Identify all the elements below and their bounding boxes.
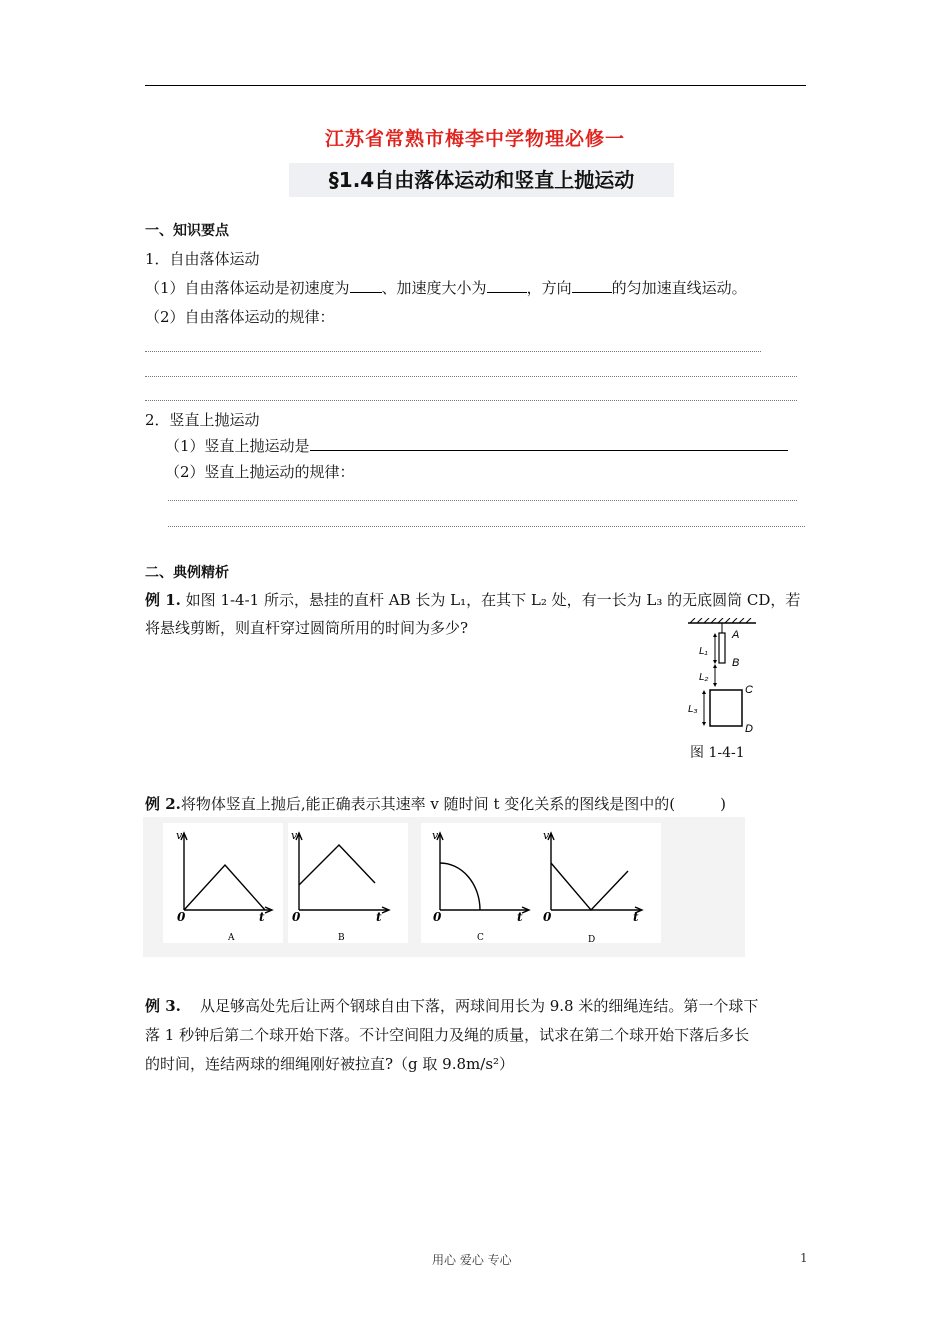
label-l1: L₁ xyxy=(699,646,708,657)
answer-line[interactable] xyxy=(145,400,797,401)
question-free-fall-definition xyxy=(145,277,747,298)
school-title: 江苏省常熟市梅李中学物理必修一 xyxy=(324,128,625,150)
label-a: A xyxy=(732,629,740,641)
question-text-part: 的匀加速直线运动。 xyxy=(611,279,747,297)
example-2 xyxy=(145,793,726,814)
axis-t-label: t xyxy=(259,910,265,924)
example-1-line-1 xyxy=(145,589,800,610)
axis-t-label: t xyxy=(517,910,523,924)
answer-line[interactable] xyxy=(145,376,797,377)
origin-label: 0 xyxy=(292,910,301,924)
question-free-fall-laws: （2）自由落体运动的规律： xyxy=(145,308,335,326)
question-text-part: （1）自由落体运动是初速度为 xyxy=(145,279,350,297)
question-text-part: ，方向 xyxy=(526,279,572,297)
figure-rod-and-tube xyxy=(682,618,772,736)
origin-label: 0 xyxy=(543,910,552,924)
graph-label-c: C xyxy=(477,933,484,943)
example-text: 将物体竖直上抛后,能正确表示其速率 v 随时间 t 变化关系的图线是图中的( ) xyxy=(180,795,726,813)
graph-label-a: A xyxy=(228,933,235,943)
example-3-line-2: 落 1 秒钟后第二个球开始下落。不计空间阻力及绳的质量，试求在第二个球开始下落后多长 xyxy=(145,1026,750,1044)
answer-blank-direction[interactable] xyxy=(572,291,612,293)
axis-t-label: t xyxy=(376,910,382,924)
axis-v-label: v xyxy=(291,829,298,842)
label-c: C xyxy=(745,684,753,696)
example-label: 例 3. xyxy=(145,997,181,1015)
origin-label: 0 xyxy=(433,910,442,924)
example-label: 例 2. xyxy=(145,795,181,813)
figure-caption: 图 1-4-1 xyxy=(690,745,745,761)
question-text-part: （1）竖直上抛运动是 xyxy=(165,437,310,455)
page-number: 1 xyxy=(800,1251,808,1265)
section-heading-knowledge: 一、知识要点 xyxy=(145,223,229,239)
axis-v-label: v xyxy=(176,829,183,842)
label-d: D xyxy=(745,723,753,735)
velocity-time-graphs xyxy=(143,817,745,957)
origin-label: 0 xyxy=(177,910,186,924)
example-text: 从足够高处先后让两个钢球自由下落，两球间用长为 9.8 米的细绳连结。第一个球下 xyxy=(199,997,759,1015)
answer-line[interactable] xyxy=(168,500,797,501)
answer-blank-initial-velocity[interactable] xyxy=(350,291,382,293)
answer-blank-vertical-throw[interactable] xyxy=(310,449,788,451)
footer-slogan: 用心 爱心 专心 xyxy=(432,1253,512,1267)
header-rule xyxy=(145,85,806,86)
graph-label-d: D xyxy=(588,935,596,945)
example-text: 如图 1-4-1 所示，悬挂的直杆 AB 长为 L₁，在其下 L₂ 处，有一长为 L₃ 的无底圆筒 CD，若 xyxy=(185,591,801,609)
axis-v-label: v xyxy=(432,829,439,842)
item-vertical-throw: 2．竖直上抛运动 xyxy=(145,411,260,429)
axis-t-label: t xyxy=(633,910,639,924)
example-3-line-1 xyxy=(145,995,758,1016)
item-free-fall: 1．自由落体运动 xyxy=(145,250,260,268)
section-heading-examples: 二、典例精析 xyxy=(145,565,229,581)
label-l3: L₃ xyxy=(688,704,698,715)
chapter-title: §1.4自由落体运动和竖直上抛运动 xyxy=(289,163,674,197)
answer-line[interactable] xyxy=(145,351,761,352)
answer-blank-acceleration[interactable] xyxy=(487,291,527,293)
example-3-line-3: 的时间，连结两球的细绳刚好被拉直?（g 取 9.8m/s²） xyxy=(145,1055,515,1073)
example-label: 例 1. xyxy=(145,591,181,609)
label-b: B xyxy=(732,657,740,669)
example-1-line-2: 将悬线剪断，则直杆穿过圆筒所用的时间为多少? xyxy=(145,619,469,637)
graph-label-b: B xyxy=(338,933,345,943)
axis-v-label: v xyxy=(543,829,550,842)
answer-line[interactable] xyxy=(168,526,805,527)
question-text-part: 、加速度大小为 xyxy=(381,279,487,297)
question-vertical-throw-laws: （2）竖直上抛运动的规律： xyxy=(165,463,355,481)
label-l2: L₂ xyxy=(699,672,709,683)
question-vertical-throw-definition xyxy=(165,435,788,456)
